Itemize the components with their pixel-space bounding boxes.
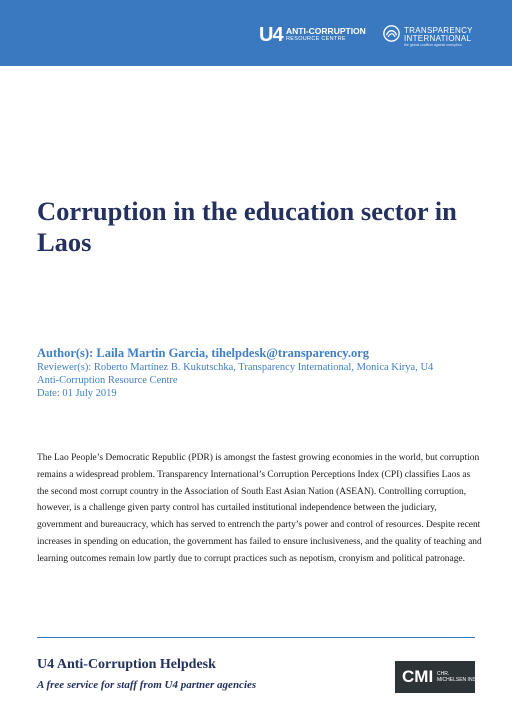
cmi-logo-sub1: CHR. [437, 671, 450, 677]
date-line: Date: 01 July 2019 [37, 388, 117, 399]
u4-logo-name: ANTI-CORRUPTION [286, 26, 366, 36]
footer-title: U4 Anti-Corruption Helpdesk [37, 657, 216, 672]
footer-divider [37, 637, 475, 638]
document-title: Corruption in the education sector in Laos [37, 196, 457, 257]
cmi-logo-letters: CMI [402, 667, 434, 686]
abstract-paragraph: The Lao People’s Democratic Republic (PDR) is amongst the fastest growing economies in the world, but corruption remains a widespread problem. Transparency International’s Corruption Perceptions Index (CPI) classifies Laos as the second most corrupt country in the Association of South East Asian Nation (ASEAN). Controlling corruption, however, is a challenge given party control has curtailed institutional independence between the judiciary, government and bureaucracy, which has served to entrench the party’s power and control of resources. Despite recent increases in spending on education, the government has failed to ensure inclusiveness, and the quality of teaching and learning outcomes remain low partly due to corrupt practices such as nepotism, cronyism and political patronage. [37, 453, 482, 564]
ti-logo-line2: INTERNATIONAL [404, 34, 472, 43]
ti-globe-icon [383, 25, 400, 42]
cmi-logo-sub2: MICHELSEN INSTITUTE [437, 677, 494, 683]
u4-logo-subtitle: RESOURCE CENTRE [286, 36, 346, 42]
header-banner [0, 0, 512, 66]
ti-logo-line1: TRANSPARENCY [404, 26, 473, 35]
reviewers-line: Reviewer(s): Roberto Martínez B. Kukutschka, Transparency International, Monica Kirya, U4 Anti-Corruption Resource Centre [37, 362, 434, 386]
ti-logo-tagline: the global coalition against corruption [404, 43, 462, 47]
footer-tagline: A free service for staff from U4 partner agencies [37, 679, 257, 691]
u4-logo-mark: U4 [259, 24, 283, 46]
authors-line: Author(s): Laila Martin Garcia, tihelpdesk@transparency.org [37, 346, 369, 360]
cmi-logo[interactable] [395, 661, 494, 693]
